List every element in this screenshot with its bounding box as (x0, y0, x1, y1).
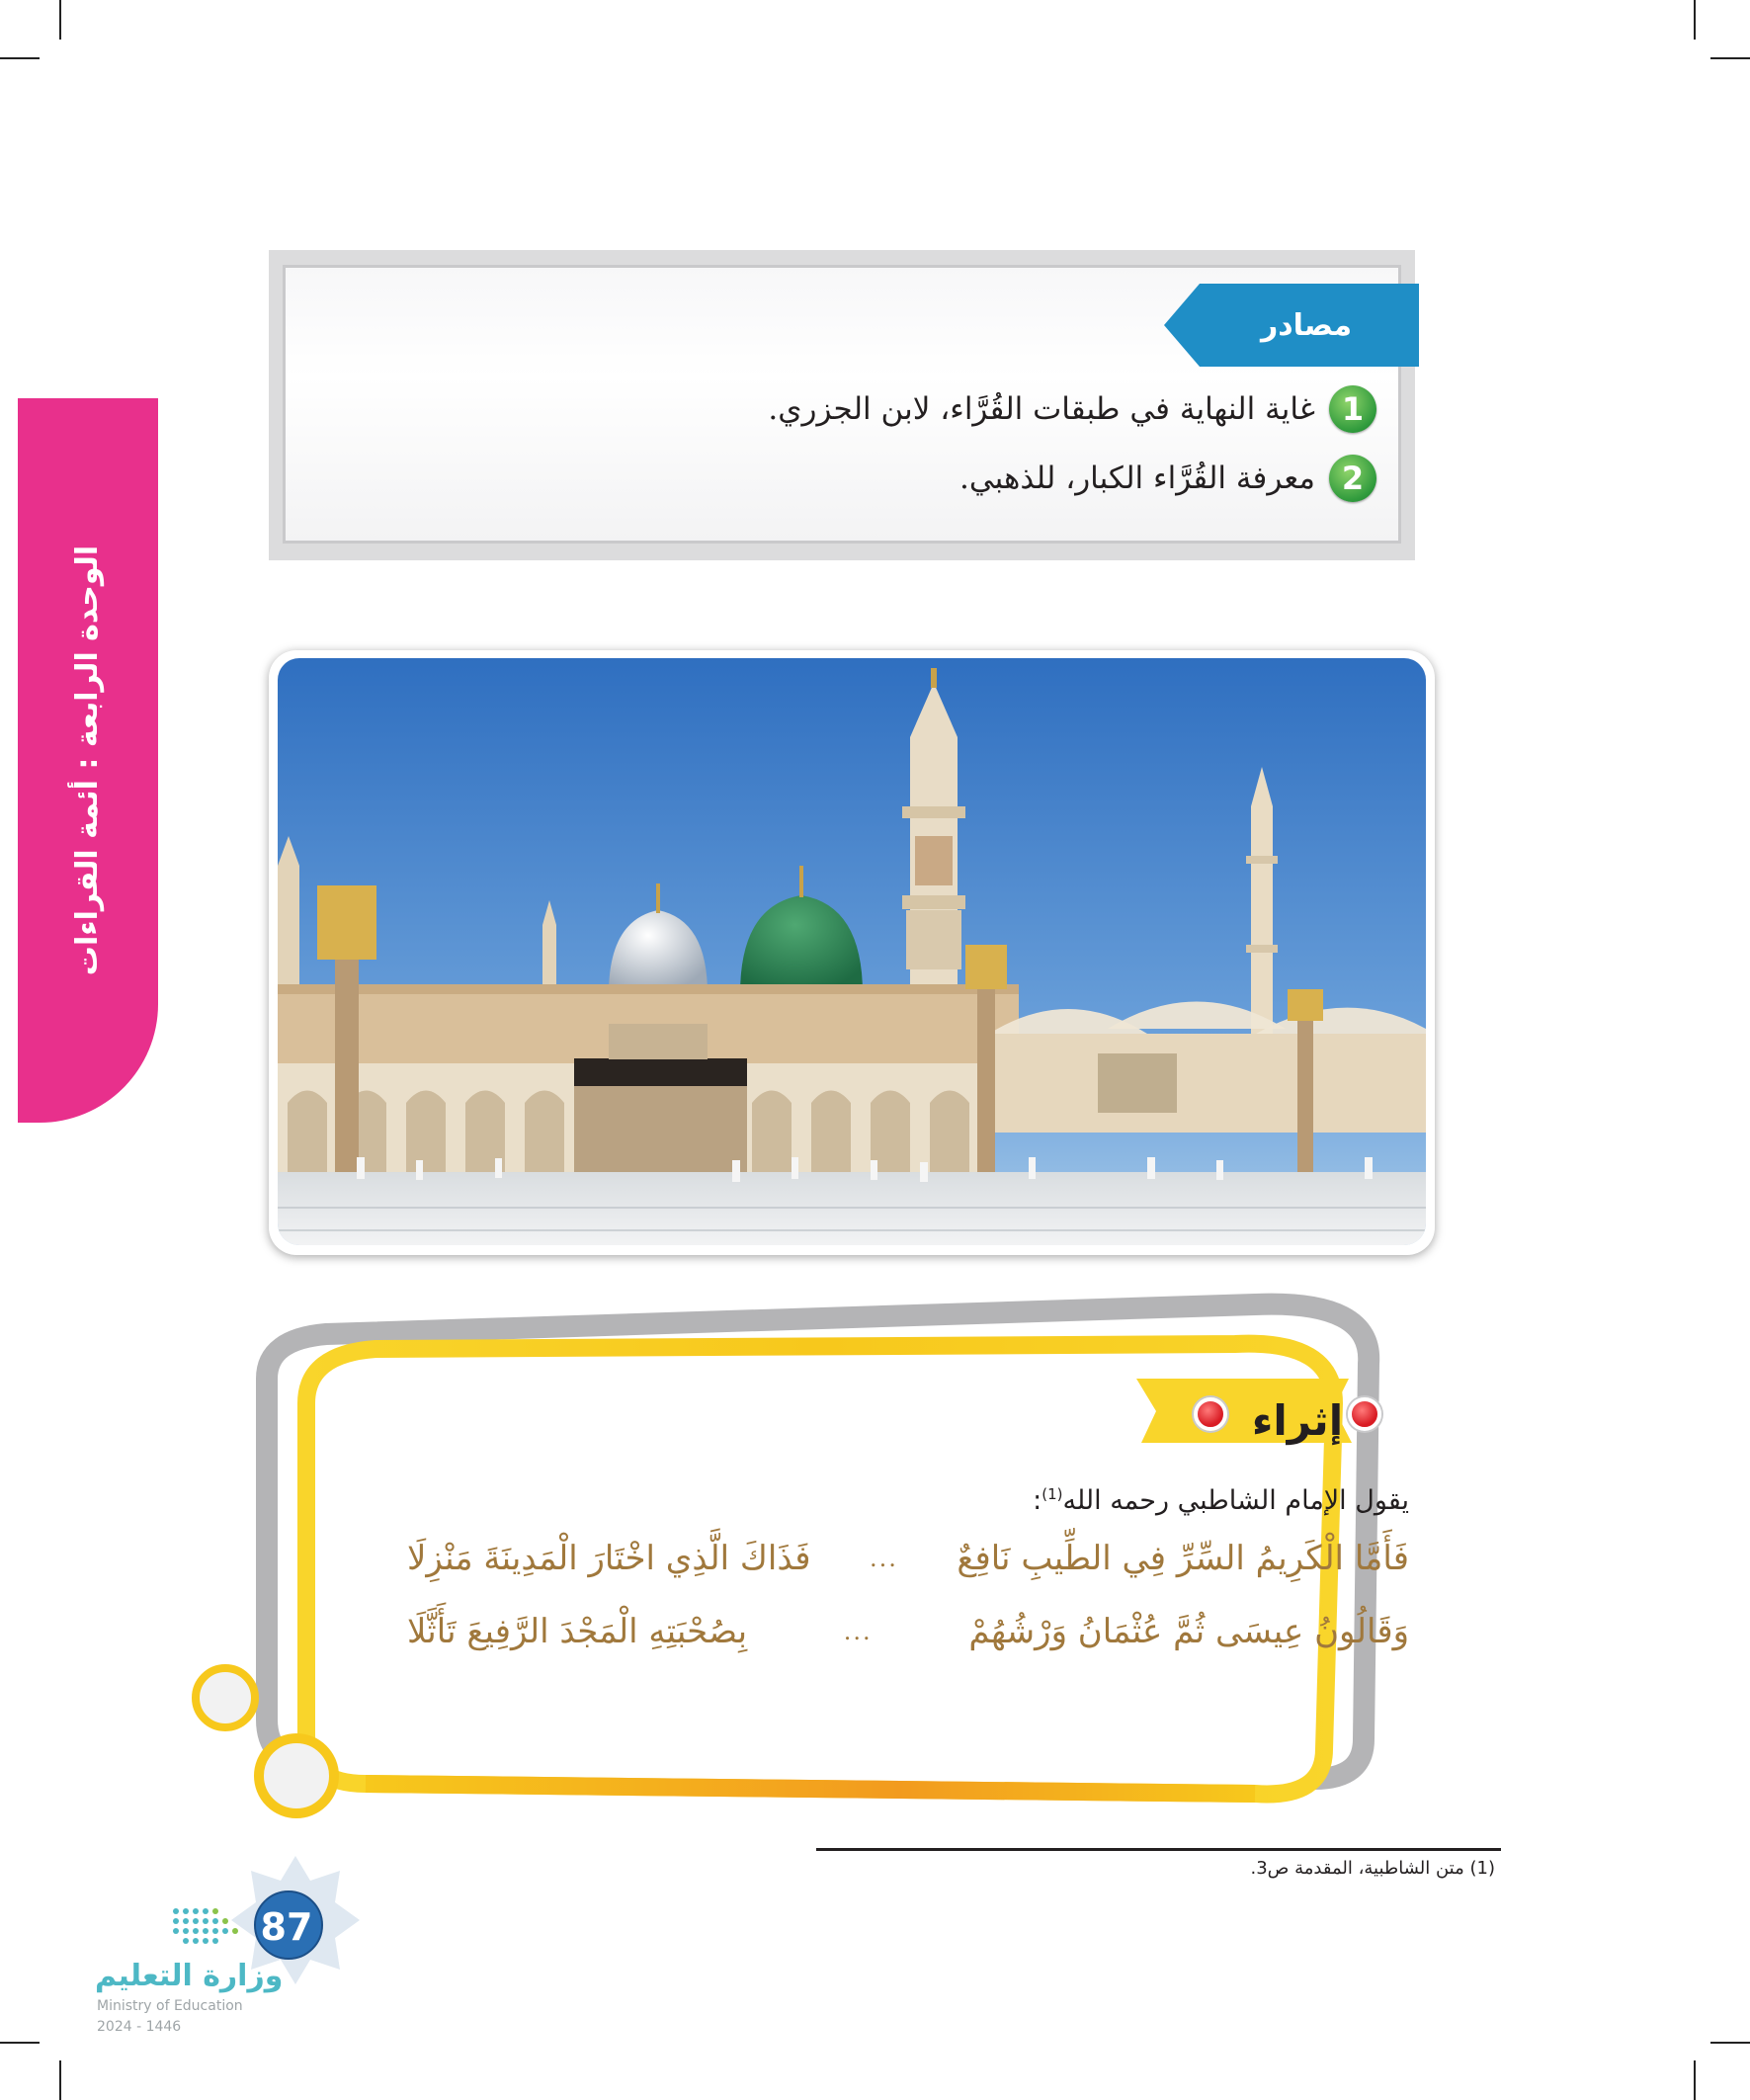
footnote: (1) متن الشاطبية، المقدمة ص3. (1250, 1858, 1495, 1879)
enrichment-intro: يقول الإمام الشاطبي رحمه الله$^{(1)}$: (1033, 1485, 1409, 1516)
ministry-year: 2024 - 1446 (97, 2019, 182, 2035)
number-badge: 2 (1329, 455, 1376, 502)
crop-mark (59, 2060, 61, 2100)
verse-line (407, 1530, 1409, 1587)
enrichment-title: إثراء (1251, 1395, 1344, 1445)
verse-first-hemistich: فَأَمَّا الْكَرِيمُ السِّرِّ فِي الطِّيبِ نَافِعٌ (957, 1539, 1409, 1578)
verse-second-hemistich: بِصُحْبَتِهِ الْمَجْدَ الرَّفِيعَ تَأَثَّلَا (407, 1612, 748, 1651)
source-text: معرفة القُرَّاء الكبار، للذهبي. (958, 461, 1315, 496)
number-badge: 1 (1329, 385, 1376, 433)
verse-first-hemistich: وَقَالُونُ عِيسَى ثُمَّ عُثْمَانُ وَرْشُهُمْ (968, 1612, 1409, 1651)
verse-line (407, 1603, 1409, 1660)
enrichment-dot-left (1194, 1397, 1227, 1431)
crop-mark (0, 57, 40, 59)
ministry-name-ar: وزارة التعليم (95, 1959, 284, 1993)
crop-mark (1694, 2060, 1696, 2100)
source-item (768, 385, 1376, 433)
verse-separator: ... (843, 1618, 873, 1645)
mosque-courtyard-photo (278, 658, 1426, 1245)
crop-mark (1694, 0, 1696, 40)
crop-mark (59, 0, 61, 40)
footnote-ref: (1) (1042, 1485, 1063, 1503)
page-number: 87 (260, 1905, 313, 1949)
mosque-illustration (278, 658, 1426, 1245)
crop-mark (0, 2042, 40, 2044)
unit-side-tab-label-wrap (18, 398, 158, 1123)
crop-mark (1710, 2042, 1750, 2044)
source-item (959, 455, 1376, 502)
sources-title: مصادر (1260, 307, 1353, 343)
verse-second-hemistich: فَذَاكَ الَّذِي اخْتَارَ الْمَدِينَةَ مَنْزِلَا (407, 1539, 811, 1578)
unit-side-tab-label: الوحدة الرابعة : أئمة القراءات (70, 545, 106, 976)
crop-mark (1710, 57, 1750, 59)
enrichment-intro-text: يقول الإمام الشاطبي رحمه الله (1062, 1485, 1409, 1516)
footnote-divider (816, 1848, 1501, 1851)
source-text: غاية النهاية في طبقات القُرَّاء، لابن الجزري. (768, 391, 1315, 427)
ministry-name-en: Ministry of Education (97, 1998, 243, 2014)
ministry-logo-icon (168, 1903, 257, 1949)
verse-separator: ... (869, 1545, 898, 1572)
